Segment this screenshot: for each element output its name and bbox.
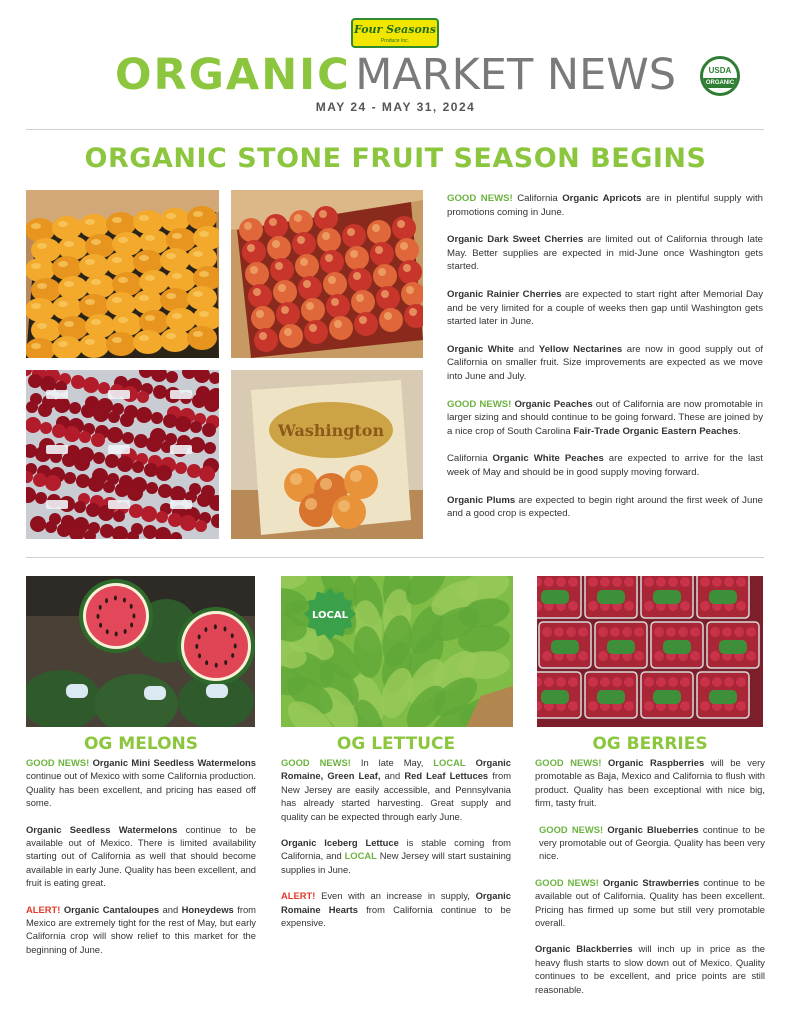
good-news-label: GOOD NEWS!: [539, 823, 604, 835]
mini-watermelons-paragraph: GOOD NEWS! Organic Mini Seedless Watermelons continue out of Mexico with some California production. Quality has been excellent, and pricing has eased off some.: [26, 757, 257, 809]
usda-organic-seal: [700, 56, 740, 96]
alert-label: ALERT!: [281, 890, 316, 902]
peaches-box-photo: [231, 190, 423, 358]
berries-report: [535, 756, 765, 1009]
good-news-label: GOOD NEWS!: [535, 757, 602, 768]
nectarines-paragraph: Organic White and Yellow Nectarines are now in good supply out of California on smaller fruit. Size improvements are expected as we move into June and July.: [447, 343, 763, 382]
stone-fruit-headline: ORGANIC STONE FRUIT SEASON BEGINS: [84, 143, 707, 174]
lettuce-photo: [281, 576, 513, 727]
good-news-label: GOOD NEWS!: [535, 876, 599, 888]
good-news-label: GOOD NEWS!: [447, 193, 513, 204]
good-news-label: GOOD NEWS!: [281, 757, 351, 768]
local-badge-text: LOCAL: [312, 610, 348, 621]
peach-bag-photo: [231, 370, 423, 539]
dark-cherries-paragraph: Organic Dark Sweet Cherries are limited out of California through late May. Better supplies are expected in mid-June once Washington gets started.: [447, 234, 763, 273]
lettuce-report: [281, 756, 511, 942]
blueberries-paragraph: GOOD NEWS! Organic Blueberries continue to be very promotable out of Georgia. Quality has been very nice.: [539, 823, 765, 862]
logo-name: Four Seasons: [354, 23, 436, 36]
rainier-cherries-paragraph: Organic Rainier Cherries are expected to start right after Memorial Day and be very limited for a couple of weeks then gap until Washington gets started later in June.: [447, 288, 764, 328]
masthead-title: [0, 50, 791, 100]
local-badge: [304, 588, 356, 640]
lettuce-title: OG LETTUCE: [336, 734, 456, 754]
white-peaches-paragraph: California Organic White Peaches are expected to arrive for the last week of May and should be in good supply moving forward.: [447, 453, 763, 478]
good-news-label: GOOD NEWS!: [26, 757, 90, 768]
alert-label: ALERT!: [26, 903, 61, 915]
melons-report: [26, 756, 256, 969]
title-organic: ORGANIC: [114, 50, 351, 100]
romaine-hearts-paragraph: ALERT! Even with an increase in supply, Organic Romaine Hearts from California continue to be expensive.: [281, 890, 511, 929]
cherries-bags-photo: [26, 370, 219, 539]
peach-bag-brand: Washington: [277, 421, 385, 440]
local-label: LOCAL: [344, 850, 377, 862]
iceberg-paragraph: Organic Iceberg Lettuce is stable coming from California, and LOCAL New Jersey will start sustaining supplies in June.: [281, 837, 512, 875]
seedless-watermelons-paragraph: Organic Seedless Watermelons continue to be available out of Mexico. There is limited availability starting out of California as well that should become available in early June. Quality has been excellent, and fruit is eating great.: [26, 823, 256, 889]
melons-title: OG MELONS: [83, 734, 198, 754]
strawberries-paragraph: GOOD NEWS! Organic Strawberries continue to be available out of California. Quality has been excellent. Pricing has firmed up some but still very promotable overall.: [535, 876, 765, 929]
raspberries-photo: [537, 576, 763, 727]
berries-title: OG BERRIES: [592, 734, 708, 754]
leaf-lettuces-paragraph: GOOD NEWS! In late May, LOCAL Organic Romaine, Green Leaf, and Red Leaf Lettuces from New Jersey are easily accessible, and Pennsylvania has already started harvesting. Great supply and quality can be expected through early June.: [281, 757, 512, 822]
blackberries-paragraph: Organic Blackberries will inch up in price as the heavy flush starts to slow down out of Mexico. Quality continues to be excellent, and price points are still reasonable.: [535, 943, 765, 995]
usda-seal-top: USDA: [708, 66, 732, 75]
title-market-news: MARKET NEWS: [355, 50, 677, 100]
raspberries-paragraph: GOOD NEWS! Organic Raspberries will be very promotable as Baja, Mexico and California to flush with product. Quality has been exceptional with nice big, firm, tasty fruit.: [535, 757, 765, 809]
plums-paragraph: Organic Plums are expected to begin right around the first week of June and a good crop is expected.: [447, 494, 763, 520]
good-news-label: GOOD NEWS!: [447, 398, 512, 410]
cantaloupes-paragraph: ALERT! Organic Cantaloupes and Honeydews from Mexico are extremely tight for the rest of May, but early California crop will show relief to this market for the beginning of June.: [26, 903, 256, 955]
header-divider: [26, 129, 764, 130]
watermelons-photo: [26, 576, 255, 727]
four-seasons-logo: [351, 18, 439, 48]
local-label: LOCAL: [433, 757, 466, 768]
dateline: MAY 24 - MAY 31, 2024: [315, 100, 476, 114]
peaches-paragraph: GOOD NEWS! Organic Peaches out of California are now promotable in larger sizing and should continue to be going forward. These are joined by a nice crop of South Carolina Fair-Trade Organic Eastern Peaches.: [447, 398, 764, 437]
section-divider: [26, 557, 764, 558]
usda-seal-bottom: ORGANIC: [703, 78, 737, 88]
stone-fruit-report: [447, 192, 763, 535]
apricots-photo: [26, 190, 219, 358]
apricots-paragraph: GOOD NEWS! California Organic Apricots are in plentiful supply with promotions coming in June.: [447, 193, 763, 218]
logo-subtitle: Produce Inc.: [380, 38, 410, 44]
